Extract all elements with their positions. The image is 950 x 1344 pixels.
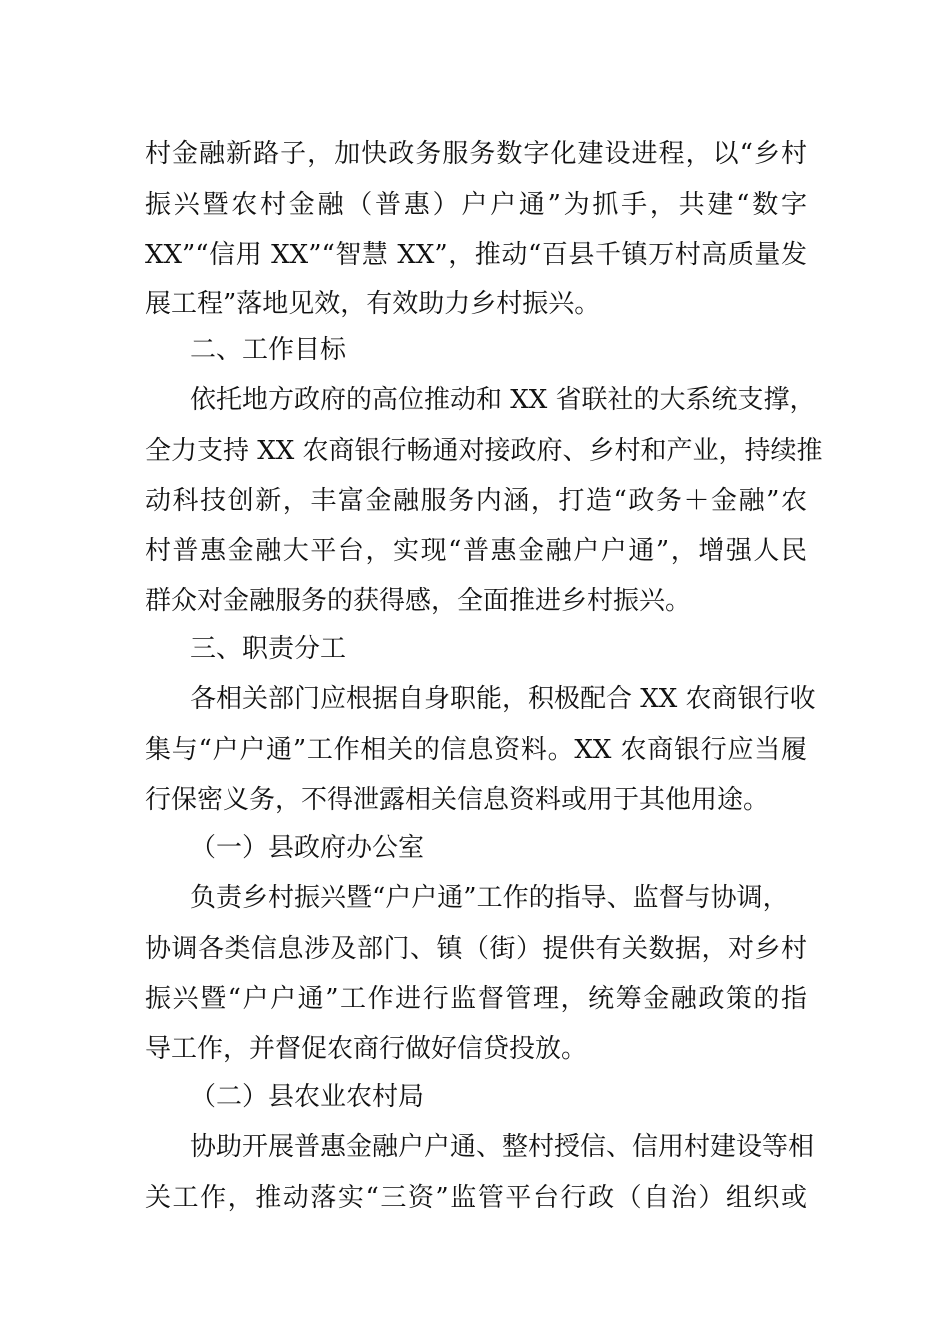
subsection-heading: （一）县政府办公室	[190, 833, 425, 863]
text-line: 协调各类信息涉及部门、镇（街）提供有关数据，对乡村	[145, 934, 807, 964]
text-line: 动科技创新，丰富金融服务内涵，打造“政务＋金融”农	[145, 486, 807, 516]
section-heading: 三、职责分工	[190, 634, 347, 664]
text-line: 行保密义务，不得泄露相关信息资料或用于其他用途。	[145, 785, 770, 815]
text-line: 负责乡村振兴暨“户户通”工作的指导、监督与协调，	[190, 883, 789, 913]
text-line: XX”“信用 XX”“智慧 XX”，推动“百县千镇万村高质量发	[145, 240, 807, 270]
text-line: 展工程”落地见效，有效助力乡村振兴。	[145, 289, 601, 319]
text-line: 协助开展普惠金融户户通、整村授信、信用村建设等相	[190, 1132, 815, 1162]
text-line: 全力支持 XX 农商银行畅通对接政府、乡村和产业，持续推	[145, 436, 823, 466]
subsection-heading: （二）县农业农村局	[190, 1082, 425, 1112]
text-line: 振兴暨“户户通”工作进行监督管理，统筹金融政策的指	[145, 984, 807, 1014]
text-line: 导工作，并督促农商行做好信贷投放。	[145, 1034, 588, 1064]
text-line: 振兴暨农村金融（普惠）户户通”为抓手，共建“数字	[145, 190, 807, 220]
text-line: 群众对金融服务的获得感，全面推进乡村振兴。	[145, 586, 692, 616]
text-line: 各相关部门应根据自身职能，积极配合 XX 农商银行收	[190, 684, 816, 714]
text-line: 依托地方政府的高位推动和 XX 省联社的大系统支撑，	[190, 385, 816, 415]
text-line: 村金融新路子，加快政务服务数字化建设进程，以“乡村	[145, 139, 807, 169]
section-heading: 二、工作目标	[190, 335, 347, 365]
text-line: 关工作，推动落实“三资”监管平台行政（自治）组织或	[145, 1183, 807, 1213]
text-line: 村普惠金融大平台，实现“普惠金融户户通”，增强人民	[145, 536, 807, 566]
text-line: 集与“户户通”工作相关的信息资料。XX 农商银行应当履	[145, 735, 807, 765]
